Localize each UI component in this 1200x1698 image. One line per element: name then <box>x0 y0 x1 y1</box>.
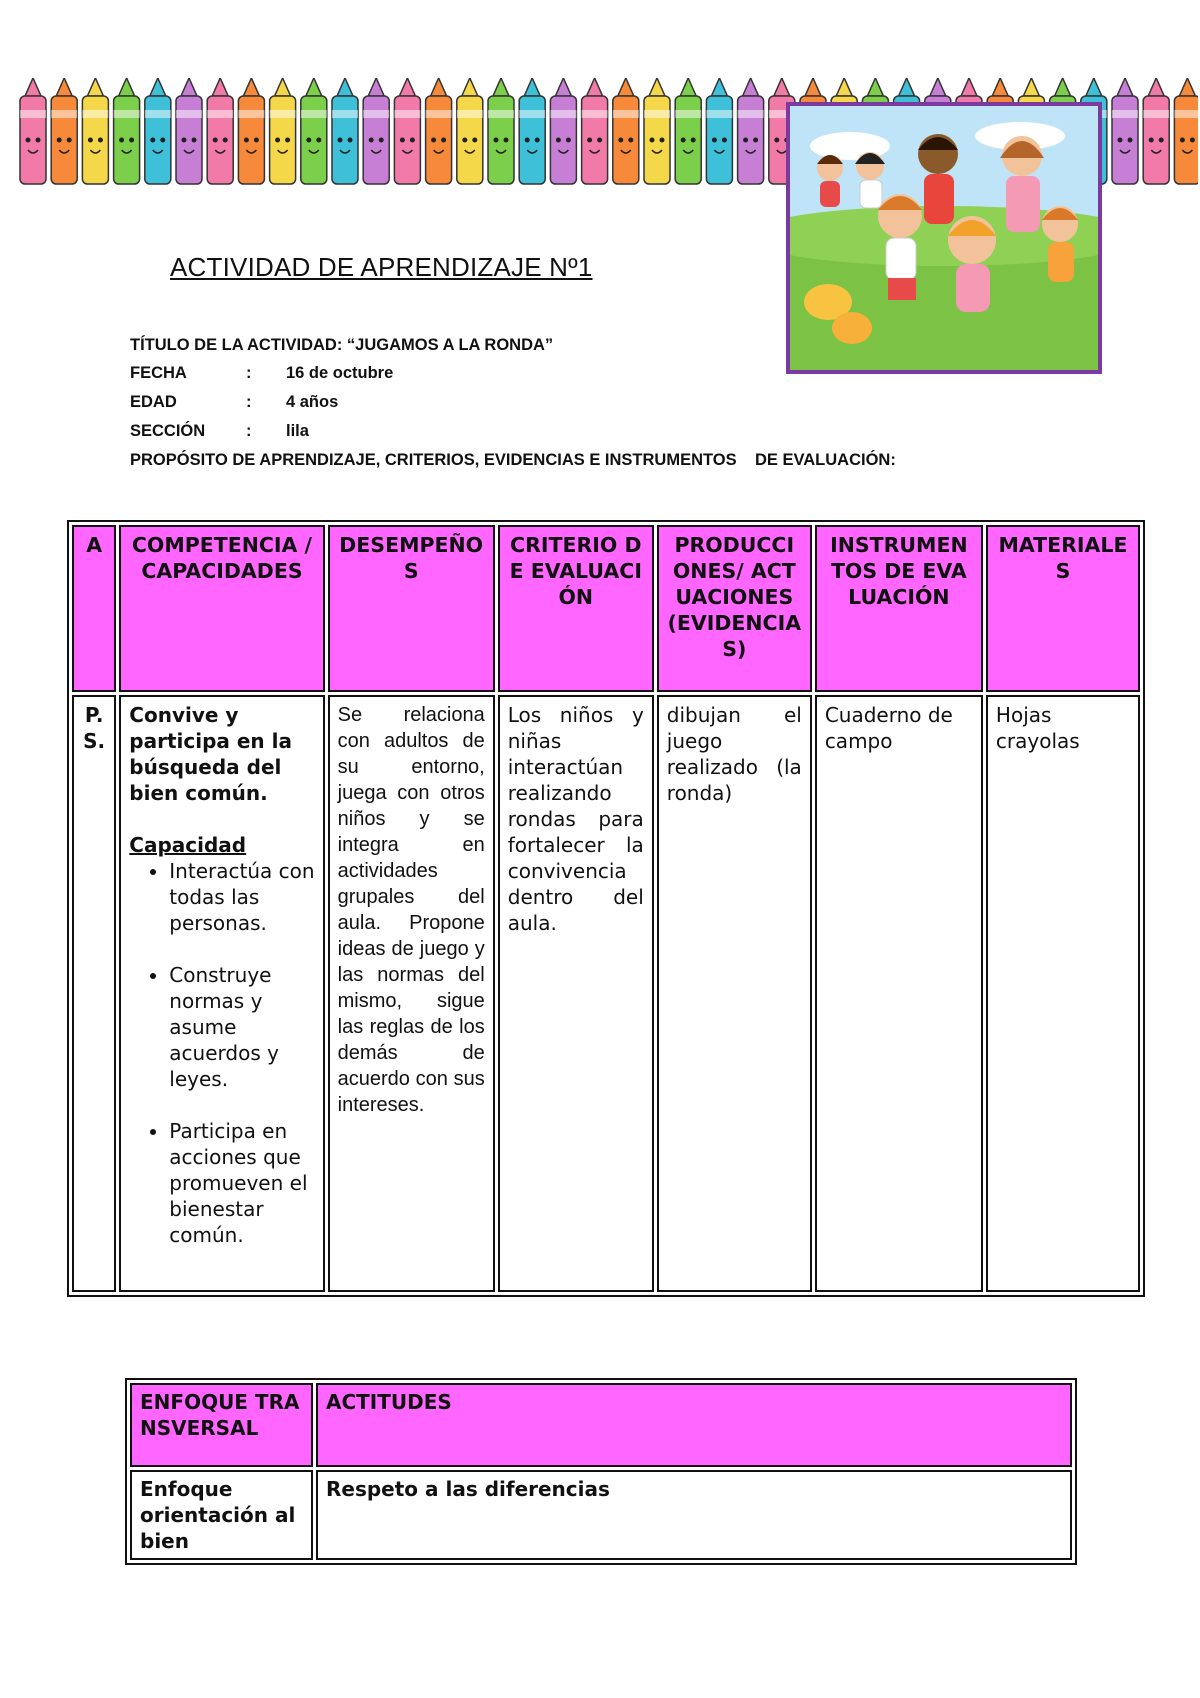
crayon-icon <box>114 78 140 184</box>
capacidades-list <box>129 858 314 1248</box>
crayon-icon <box>706 78 732 184</box>
crayon-icon <box>145 78 171 184</box>
table-row <box>130 1470 1072 1560</box>
crayon-icon <box>332 78 358 184</box>
header-criterio: CRITERIO DE EVALUACIÓN <box>498 525 654 692</box>
header-materiales: MATERIALES <box>986 525 1140 692</box>
table-row <box>72 695 1140 1292</box>
edad-colon: : <box>246 393 252 411</box>
instrumento-cell: Cuaderno de campo <box>815 695 983 1292</box>
crayon-icon <box>1143 78 1169 184</box>
crayon-icon <box>394 78 420 184</box>
page-title: ACTIVIDAD DE APRENDIZAJE Nº1 <box>170 252 593 282</box>
enfoque-header-row <box>130 1383 1072 1467</box>
enfoque-cell: Enfoque orientación al bien <box>130 1470 313 1560</box>
header-desempenos: DESEMPEÑOS <box>328 525 495 692</box>
crayon-icon <box>550 78 576 184</box>
materiales-cell: Hojas crayolas <box>986 695 1140 1292</box>
seccion-value: lila <box>286 422 309 440</box>
crayon-icon <box>363 78 389 184</box>
proposito-text: PROPÓSITO DE APRENDIZAJE, CRITERIOS, EVIDENCIAS E INSTRUMENTOS DE EVALUACIÓN: <box>130 451 896 469</box>
crayon-icon <box>488 78 514 184</box>
fecha-colon: : <box>246 364 252 382</box>
crayon-icon <box>301 78 327 184</box>
actitud-cell: Respeto a las diferencias <box>316 1470 1072 1560</box>
children-ronda-illustration <box>786 102 1102 374</box>
competencia-cell <box>119 695 324 1292</box>
seccion-colon: : <box>246 422 252 440</box>
header-instrumentos: INSTRUMENTOS DE EVALUACIÓN <box>815 525 983 692</box>
crayon-icon <box>207 78 233 184</box>
crayon-icon <box>457 78 483 184</box>
crayon-icon <box>51 78 77 184</box>
header-competencia: COMPETENCIA / CAPACIDADES <box>119 525 324 692</box>
header-enfoque: ENFOQUE TRANSVERSAL <box>130 1383 313 1467</box>
header-evidencias: PRODUCCIONES/ ACTUACIONES (EVIDENCIAS) <box>657 525 812 692</box>
enfoque-table <box>125 1378 1077 1565</box>
evidencias-cell: dibujan el juego realizado (la ronda) <box>657 695 812 1292</box>
crayon-icon <box>519 78 545 184</box>
header-area: A <box>72 525 116 692</box>
capacidad-label: Capacidad <box>129 833 247 857</box>
crayon-icon <box>238 78 264 184</box>
activity-title-text: TÍTULO DE LA ACTIVIDAD: “JUGAMOS A LA RONDA” <box>130 336 554 354</box>
table-header-row <box>72 525 1140 692</box>
crayon-icon <box>1174 78 1198 184</box>
edad-value: 4 años <box>286 393 339 411</box>
edad-label: EDAD <box>130 393 177 411</box>
criterio-cell: Los niños y niñas interactúan realizando rondas para fortalecer la convivencia dentro del aula. <box>498 695 654 1292</box>
header-actitudes: ACTITUDES <box>316 1383 1072 1467</box>
list-item: • Interactúa con todas las personas. <box>169 858 314 936</box>
desempenos-cell: Se relaciona con adultos de su entorno, juega con otros niños y se integra en actividades grupales del aula. Propone ideas de juego y las normas del mismo, sigue las reglas de los demás de acuerdo con sus intereses. <box>328 695 495 1292</box>
area-cell: P.S. <box>72 695 116 1292</box>
list-item: • Construye normas y asume acuerdos y leyes. <box>169 962 314 1092</box>
crayon-icon <box>82 78 108 184</box>
crayon-icon <box>270 78 296 184</box>
crayon-icon <box>613 78 639 184</box>
competencia-text: Convive y participa en la búsqueda del bien común. <box>129 703 292 805</box>
list-item: • Participa en acciones que promueven el bienestar común. <box>169 1118 314 1248</box>
fecha-label: FECHA <box>130 364 187 382</box>
crayon-icon <box>176 78 202 184</box>
crayon-icon <box>738 78 764 184</box>
learning-table <box>67 520 1145 1297</box>
seccion-label: SECCIÓN <box>130 422 206 440</box>
crayon-icon <box>20 78 46 184</box>
crayon-icon <box>644 78 670 184</box>
fecha-value: 16 de octubre <box>286 364 394 382</box>
crayon-icon <box>1112 78 1138 184</box>
crayon-icon <box>426 78 452 184</box>
crayon-icon <box>675 78 701 184</box>
crayon-icon <box>582 78 608 184</box>
